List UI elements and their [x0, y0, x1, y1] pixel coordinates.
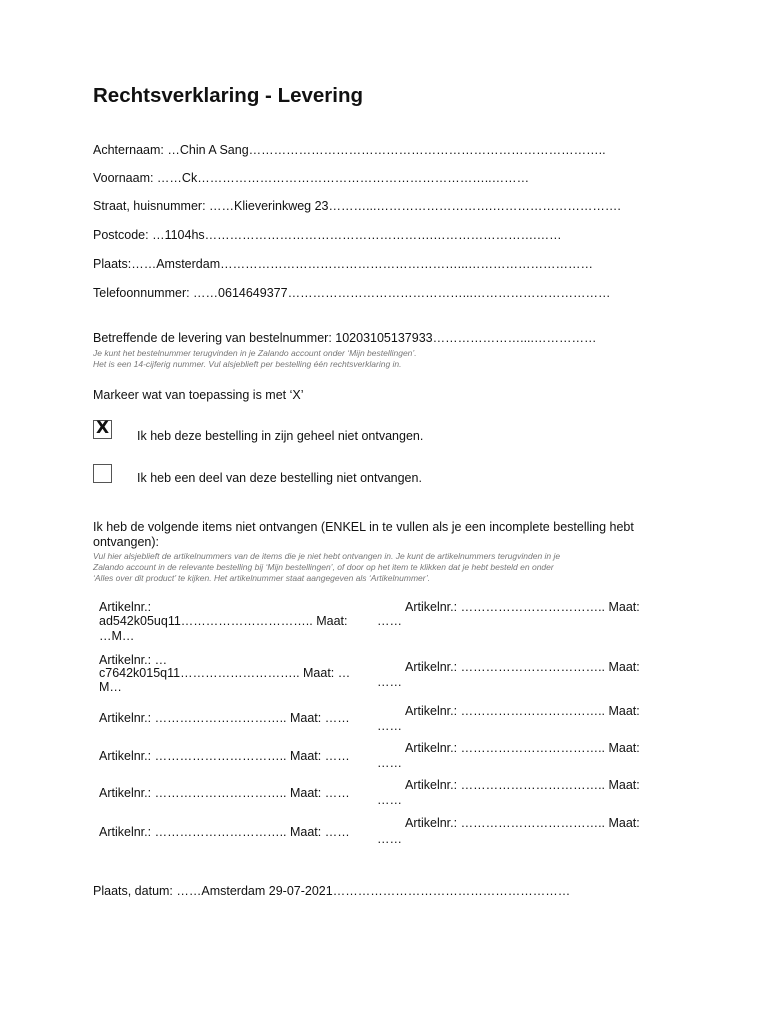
item-right-text: Artikelnr.: …………………………….. Maat:: [405, 660, 640, 674]
checkbox-partial-order[interactable]: [93, 464, 112, 483]
item-left-line: Artikelnr.: ………………………….. Maat: ……: [99, 749, 350, 763]
items-note-line: Zalando account in de relevante bestelling bij ‘Mijn bestellingen’, of door op het item te klikken dat je hebt besteld en onder: [93, 562, 554, 572]
document-title: Rechtsverklaring - Levering: [93, 84, 364, 107]
field-telefoonnummer: Telefoonnummer: ……0614649377……………………………………...……………………………: [93, 286, 611, 300]
field-straat: Straat, huisnummer: ……Klieverinkweg 23………...……………………….………………………….: [93, 199, 621, 213]
field-achternaam: Achternaam: …Chin A Sang…………………………………………………………………………..: [93, 143, 606, 157]
instruction-text: Markeer wat van toepassing is met ‘X’: [93, 388, 304, 402]
item-right-text: Artikelnr.: …………………………….. Maat:: [405, 704, 640, 718]
items-note-line: ‘Alles over dit product’ te kijken. Het artikelnummer staat aangegeven als ‘Artikelnummer’.: [93, 573, 431, 583]
order-note-line: Je kunt het bestelnummer terugvinden in je Zalando account onder ‘Mijn bestellingen’.: [93, 348, 417, 358]
item-left-line: Artikelnr.: …: [99, 653, 168, 667]
item-right-text: Artikelnr.: …………………………….. Maat:: [405, 816, 640, 830]
footer-place-date: Plaats, datum: ……Amsterdam 29-07-2021…………………………………………………: [93, 884, 571, 898]
items-note-line: Vul hier alsjeblieft de artikelnummers van de items die je niet hebt ontvangen in. Je kunt de artikelnummers terugvinden in je: [93, 551, 561, 561]
item-left-line: Artikelnr.: ………………………….. Maat: ……: [99, 825, 350, 839]
item-center-text: ……: [377, 793, 402, 807]
item-center-text: ……: [377, 832, 402, 846]
item-left-line: …M…: [99, 629, 135, 643]
item-center-text: ……: [377, 756, 402, 770]
item-center-text: ……: [377, 719, 402, 733]
order-note-line: Het is een 14-cijferig nummer. Vul alsjeblieft per bestelling één rechtsverklaring in.: [93, 359, 402, 369]
item-left-line: ad542k05uq11………………………….. Maat:: [99, 614, 348, 628]
item-right-text: Artikelnr.: …………………………….. Maat:: [405, 600, 640, 614]
option-label-partial-order: Ik heb een deel van deze bestelling niet ontvangen.: [137, 471, 422, 485]
order-number-line: Betreffende de levering van bestelnummer: 10203105137933…………………....……………: [93, 331, 597, 345]
item-left-line: Artikelnr.: ………………………….. Maat: ……: [99, 711, 350, 725]
field-voornaam: Voornaam: ……Ck……………………………………………………………..………: [93, 171, 530, 185]
checkbox-full-order[interactable]: [93, 420, 112, 439]
items-heading-line: ontvangen):: [93, 535, 160, 549]
item-left-line: Artikelnr.: ………………………….. Maat: ……: [99, 786, 350, 800]
item-right-text: Artikelnr.: …………………………….. Maat:: [405, 778, 640, 792]
option-label-full-order: Ik heb deze bestelling in zijn geheel niet ontvangen.: [137, 429, 424, 443]
item-left-line: M…: [99, 680, 122, 694]
checkbox-mark: X: [96, 418, 110, 438]
item-right-text: Artikelnr.: …………………………….. Maat:: [405, 741, 640, 755]
items-heading-line: Ik heb de volgende items niet ontvangen (ENKEL in te vullen als je een incomplete bestelling hebt: [93, 520, 634, 534]
field-plaats: Plaats:……Amsterdam…………………………………………………...…………………………: [93, 257, 594, 271]
item-center-text: ……: [377, 614, 402, 628]
field-postcode: Postcode: …1104hs……………………………………………….…………………….……: [93, 228, 562, 242]
item-left-line: c7642k015q11……………………….. Maat: …: [99, 666, 351, 680]
item-center-text: ……: [377, 675, 402, 689]
item-left-line: Artikelnr.:: [99, 600, 152, 614]
